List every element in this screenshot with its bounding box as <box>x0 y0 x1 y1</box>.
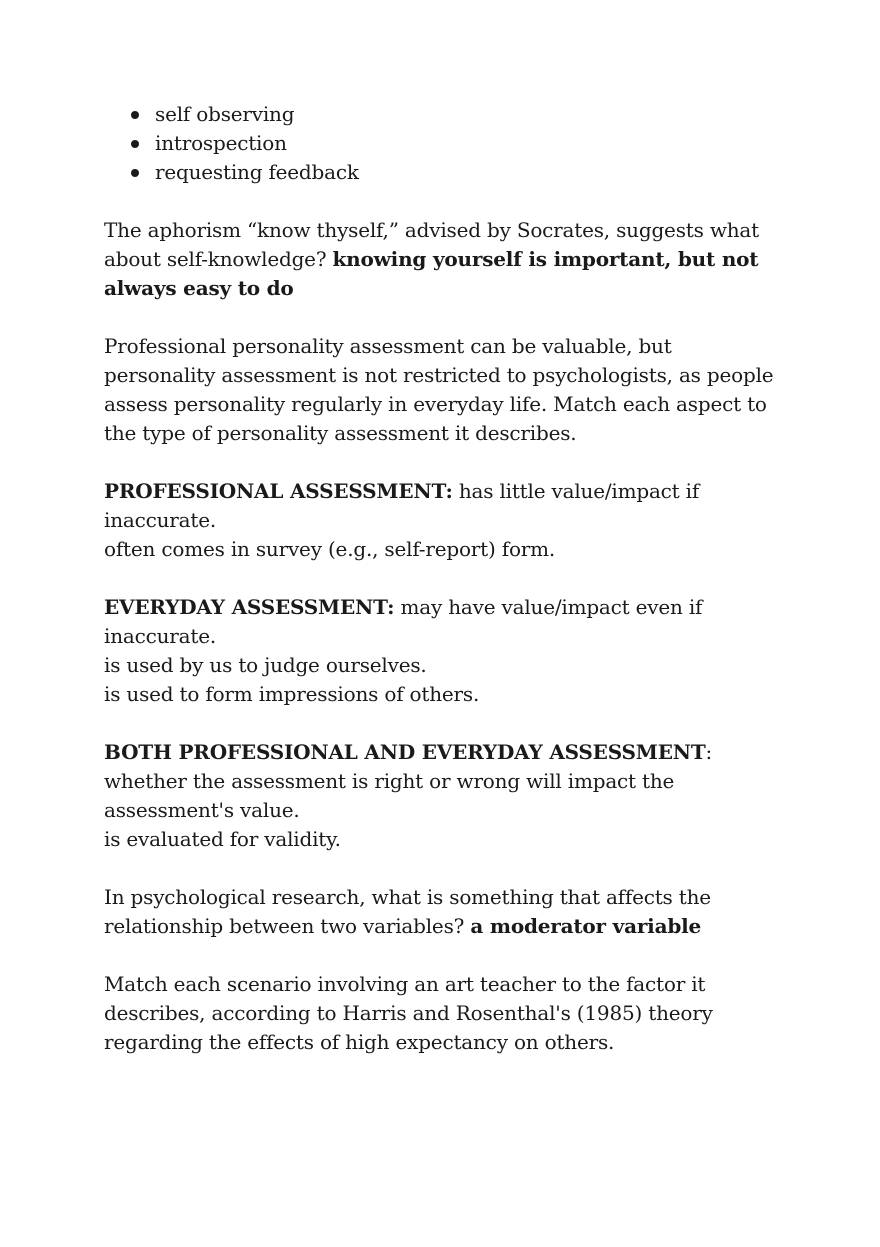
answer-text: knowing yourself is important, but not always easy to do <box>104 247 759 300</box>
everyday-heading: EVERYDAY ASSESSMENT: <box>104 595 395 619</box>
bullet-icon <box>131 169 139 177</box>
everyday-line: is used by us to judge ourselves. <box>104 653 427 677</box>
prompt-paragraph: Professional personality assessment can be valuable, but personality assessment is not restricted to psychologists, as people assess personality regularly in everyday life. Match each aspect to the type of personality assessment it describes. <box>104 334 774 445</box>
both-assessment-block <box>104 738 776 854</box>
everyday-assessment-block <box>104 593 704 709</box>
professional-line: often comes in survey (e.g., self-report) form. <box>104 537 556 561</box>
list-item: introspection <box>0 129 804 158</box>
question-paragraph <box>104 216 764 303</box>
professional-assessment-block <box>104 477 784 564</box>
question-text: In psychological research, what is something that affects the relationship between two variables? <box>104 885 711 938</box>
list-item: requesting feedback <box>0 158 804 187</box>
question-paragraph <box>104 883 724 941</box>
both-heading: BOTH PROFESSIONAL AND EVERYDAY ASSESSMENT <box>104 740 706 764</box>
question-text: The aphorism “know thyself,” advised by Socrates, suggests what about self-knowledge? <box>104 218 759 271</box>
prompt-paragraph: Match each scenario involving an art teacher to the factor it describes, according to Harris and Rosenthal's (1985) theory regarding the effects of high expectancy on others. <box>104 972 713 1054</box>
professional-line: has little value/impact if inaccurate. <box>104 479 700 532</box>
document-page <box>104 100 804 1057</box>
everyday-line: may have value/impact even if inaccurate. <box>104 595 703 648</box>
answer-text: a moderator variable <box>470 914 702 938</box>
everyday-line: is used to form impressions of others. <box>104 682 480 706</box>
both-line: : whether the assessment is right or wrong will impact the assessment's value. <box>104 740 713 822</box>
bullet-icon <box>131 140 139 148</box>
list-item: self observing <box>0 100 804 129</box>
bullet-icon <box>131 111 139 119</box>
bullet-list <box>104 100 804 187</box>
both-line: is evaluated for validity. <box>104 827 341 851</box>
professional-heading: PROFESSIONAL ASSESSMENT: <box>104 479 453 503</box>
